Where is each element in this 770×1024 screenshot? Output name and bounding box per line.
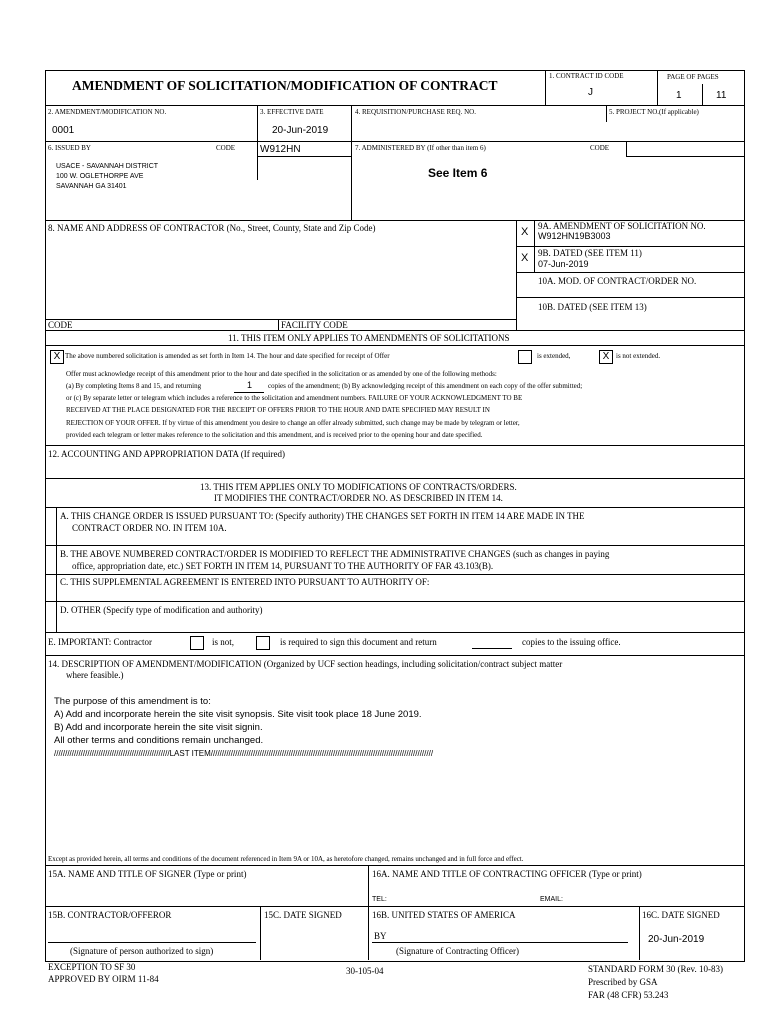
extended-label: is extended,: [537, 352, 571, 360]
issuer-line-3: SAVANNAH GA 31401: [56, 183, 127, 190]
contractor-signature-label: (Signature of person authorized to sign): [70, 946, 214, 956]
except-text: Except as provided herein, all terms and conditions of the document referenced in Item 9A or 10A, as heretofore changed, remains unchanged and in full force and effect.: [48, 855, 524, 863]
contractor-code-label: CODE: [48, 320, 73, 330]
administered-code-label: CODE: [590, 144, 610, 152]
not-extended-label: is not extended.: [616, 352, 661, 360]
item-11-line-4: or (c) By separate letter or telegram which includes a reference to the solicitation and amendment numbers. FAILURE OF YOUR ACKNOWLEDGMENT TO BE: [66, 394, 523, 402]
item-11-text: The above numbered solicitation is amended as set forth in Item 14. The hour and date specified for receipt of Offer: [65, 352, 390, 360]
important-label: E. IMPORTANT: Contractor: [48, 637, 153, 647]
item-13b-line-2: office, appropriation date, etc.) SET FORTH IN ITEM 14, PURSUANT TO THE AUTHORITY OF FAR 43.103(B).: [72, 561, 494, 571]
item-9b-date: 07-Jun-2019: [538, 259, 589, 269]
issued-by-code: W912HN: [260, 144, 301, 155]
amendment-no-label: 2. AMENDMENT/MODIFICATION NO.: [48, 108, 167, 116]
item-9b-label: 9B. DATED (SEE ITEM 11): [538, 248, 642, 258]
item-11-line-1: Offer must acknowledge receipt of this amendment prior to the hour and date specified in the solicitation or as amended by one of the following methods:: [66, 370, 497, 378]
project-no-label: 5. PROJECT NO.(If applicable): [609, 108, 699, 116]
effective-date-label: 3. EFFECTIVE DATE: [260, 108, 324, 116]
item-10b-label: 10B. DATED (SEE ITEM 13): [538, 302, 647, 312]
officer-name-label: 16A. NAME AND TITLE OF CONTRACTING OFFICER (Type or print): [372, 869, 642, 879]
copies-returned: 1: [247, 380, 253, 390]
effective-date: 20-Jun-2019: [272, 125, 329, 136]
contractor-label: 8. NAME AND ADDRESS OF CONTRACTOR (No., Street, County, State and Zip Code): [48, 223, 376, 233]
item-11-line-7: provided each telegram or letter makes reference to the solicitation and this amendment, and is received prior to the opening hour and date specified.: [66, 431, 483, 439]
footer-form-number: 30-105-04: [346, 966, 384, 976]
is-required-label: is required to sign this document and return: [280, 637, 437, 647]
item-12-label: 12. ACCOUNTING AND APPROPRIATION DATA (If required): [48, 449, 286, 459]
officer-signature-label: (Signature of Contracting Officer): [396, 946, 520, 956]
by-label: BY: [374, 931, 387, 941]
contract-id-value: J: [588, 87, 593, 98]
item-11-line-5: RECEIVED AT THE PLACE DESIGNATED FOR THE RECEIPT OF OFFERS PRIOR TO THE HOUR AND DATE SPECIFIED MAY RESULT IN: [66, 406, 490, 414]
is-not-label: is not,: [212, 637, 235, 647]
item-13a-line-2: CONTRACT ORDER NO. IN ITEM 10A.: [72, 523, 227, 533]
amendment-no: 0001: [52, 125, 75, 136]
description-line-2: A) Add and incorporate herein the site visit synopsis. Site visit took place 18 June 2019.: [54, 709, 422, 720]
item-10a-label: 10A. MOD. OF CONTRACT/ORDER NO.: [538, 276, 697, 286]
copies-issuing-label: copies to the issuing office.: [522, 637, 621, 647]
item-14-label-1: 14. DESCRIPTION OF AMENDMENT/MODIFICATION (Organized by UCF section headings, including solicitation/contract subject matter: [48, 659, 563, 669]
footer-approved: APPROVED BY OIRM 11-84: [48, 974, 159, 984]
item-13-header-2: IT MODIFIES THE CONTRACT/ORDER NO. AS DESCRIBED IN ITEM 14.: [214, 493, 503, 503]
page-number: 1: [676, 90, 682, 101]
tel-label: TEL:: [372, 896, 387, 903]
issuer-line-2: 100 W. OGLETHORPE AVE: [56, 173, 144, 180]
is-not-checkbox[interactable]: [190, 636, 204, 650]
pages-total: 11: [716, 90, 727, 101]
contractor-offeror-label: 15B. CONTRACTOR/OFFEROR: [48, 910, 172, 920]
contract-id-label: 1. CONTRACT ID CODE: [549, 72, 624, 80]
item-13b-line-1: B. THE ABOVE NUMBERED CONTRACT/ORDER IS MODIFIED TO REFLECT THE ADMINISTRATIVE CHANGES (such as changes in paying: [60, 549, 610, 559]
usa-label: 16B. UNITED STATES OF AMERICA: [372, 910, 516, 920]
footer-exception: EXCEPTION TO SF 30: [48, 962, 136, 972]
last-item-line: ////////////////////////////////////////////////////LAST ITEM////////////////////////////////////////////////////////////////////////////////////////////////////: [54, 749, 434, 758]
form-title: AMENDMENT OF SOLICITATION/MODIFICATION OF CONTRACT: [72, 78, 498, 93]
item-11-line-2: (a) By completing Items 8 and 15, and returning: [66, 382, 202, 390]
description-line-1: The purpose of this amendment is to:: [54, 696, 211, 707]
item-9a-label: 9A. AMENDMENT OF SOLICITATION NO.: [538, 221, 706, 231]
footer-standard-form: STANDARD FORM 30 (Rev. 10-83): [588, 964, 723, 974]
administered-by-label: 7. ADMINISTERED BY (If other than item 6): [355, 144, 486, 152]
footer-prescribed: Prescribed by GSA: [588, 977, 658, 987]
item-11-header: 11. THIS ITEM ONLY APPLIES TO AMENDMENTS OF SOLICITATIONS: [228, 333, 510, 343]
item-14-label-2: where feasible.): [66, 670, 124, 680]
description-line-3: B) Add and incorporate herein the site visit signin.: [54, 722, 263, 733]
item-11-line-6: REJECTION OF YOUR OFFER. If by virtue of this amendment you desire to change an offer already submitted, such change may be made by telegram or letter,: [66, 419, 520, 427]
item-13-header-1: 13. THIS ITEM APPLIES ONLY TO MODIFICATIONS OF CONTRACTS/ORDERS.: [200, 482, 517, 492]
item-11-solicitation-checkbox[interactable]: X: [50, 350, 64, 364]
solicitation-no: W912HN19B3003: [538, 231, 611, 241]
email-label: EMAIL:: [540, 896, 563, 903]
page-of-pages-label: PAGE OF PAGES: [667, 73, 719, 81]
issued-by-label: 6. ISSUED BY: [48, 144, 91, 152]
is-required-checkbox[interactable]: [256, 636, 270, 650]
item-9b-mark: X: [521, 252, 529, 264]
contractor-date-signed-label: 15C. DATE SIGNED: [264, 910, 342, 920]
footer-far: FAR (48 CFR) 53.243: [588, 990, 669, 1000]
not-extended-checkbox[interactable]: X: [599, 350, 613, 364]
administered-by-value: See Item 6: [428, 166, 488, 180]
description-line-4: All other terms and conditions remain unchanged.: [54, 735, 264, 746]
item-9a-mark: X: [521, 226, 529, 238]
extended-checkbox[interactable]: [518, 350, 532, 364]
officer-date-signed-label: 16C. DATE SIGNED: [642, 910, 720, 920]
signer-name-label: 15A. NAME AND TITLE OF SIGNER (Type or print): [48, 869, 247, 879]
item-13c-label: C. THIS SUPPLEMENTAL AGREEMENT IS ENTERED INTO PURSUANT TO AUTHORITY OF:: [60, 577, 430, 587]
issuer-line-1: USACE - SAVANNAH DISTRICT: [56, 163, 159, 170]
item-13a-line-1: A. THIS CHANGE ORDER IS ISSUED PURSUANT TO: (Specify authority) THE CHANGES SET FORTH IN ITEM 14 ARE MADE IN THE: [60, 511, 585, 521]
issued-by-code-label: CODE: [216, 144, 236, 152]
requisition-label: 4. REQUISITION/PURCHASE REQ. NO.: [355, 108, 476, 116]
item-11-line-3: copies of the amendment; (b) By acknowledging receipt of this amendment on each copy of the offer submitted;: [268, 382, 583, 390]
facility-code-label: FACILITY CODE: [281, 320, 348, 330]
officer-date-signed: 20-Jun-2019: [648, 934, 705, 945]
item-13d-label: D. OTHER (Specify type of modification and authority): [60, 605, 263, 615]
